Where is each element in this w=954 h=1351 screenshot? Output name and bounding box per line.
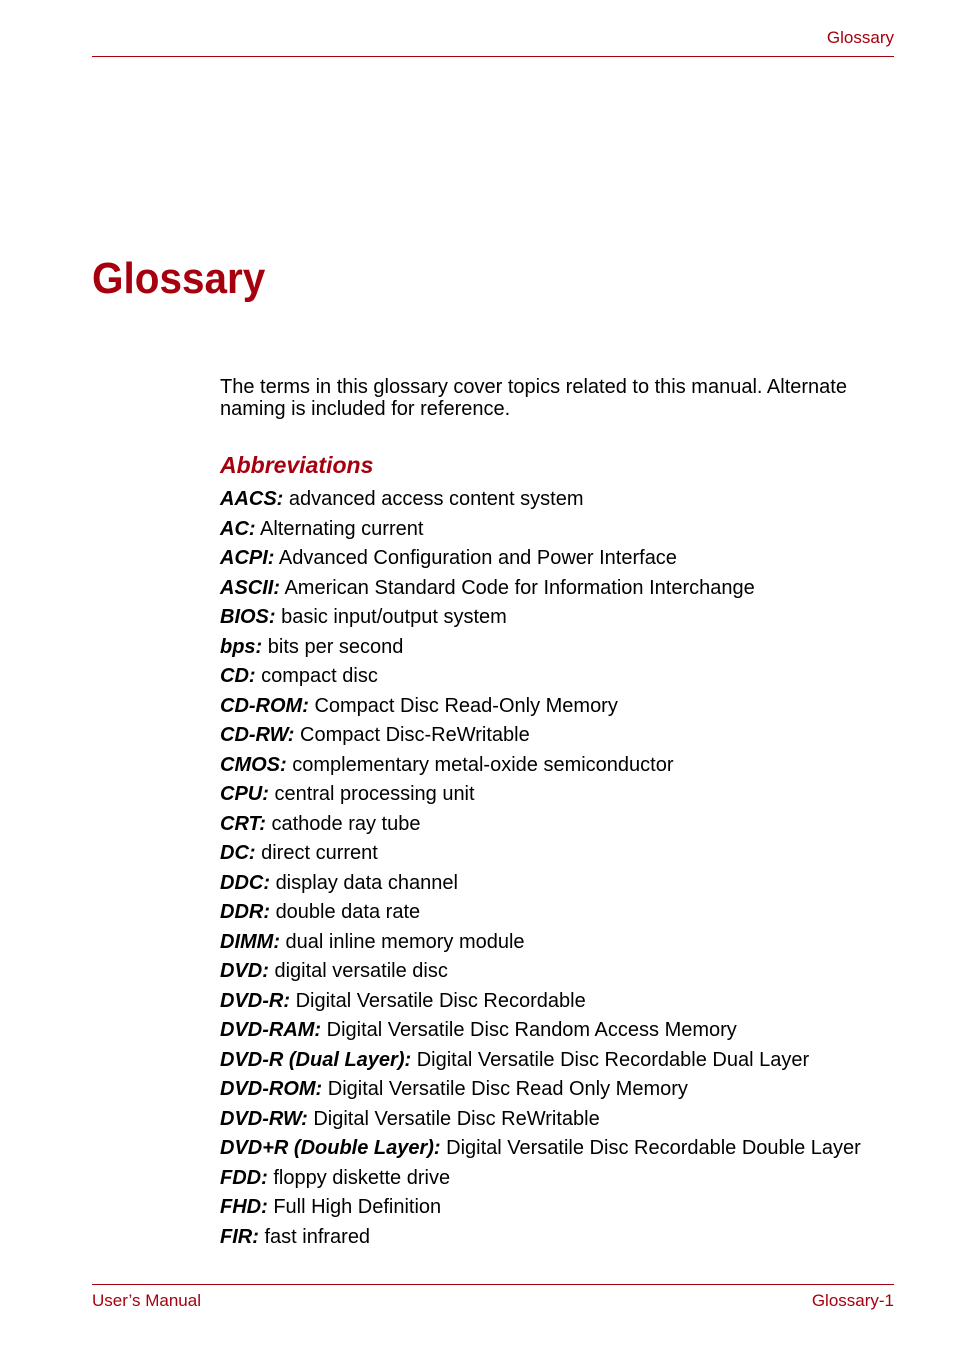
abbreviation-definition: dual inline memory module xyxy=(285,930,525,953)
header-rule xyxy=(92,56,894,57)
abbreviation-term: CMOS: xyxy=(220,753,287,776)
abbreviation-entry xyxy=(220,1134,920,1164)
abbreviation-definition: digital versatile disc xyxy=(274,960,448,982)
abbreviation-definition: complementary metal-oxide semiconductor xyxy=(292,753,674,776)
abbreviation-entry xyxy=(220,1164,920,1194)
abbreviation-entry xyxy=(220,662,920,692)
abbreviation-entry xyxy=(220,485,920,515)
abbreviation-entry xyxy=(220,1105,920,1135)
abbreviation-definition: fast infrared xyxy=(264,1225,371,1248)
abbreviation-list xyxy=(220,485,920,1252)
abbreviation-term: DIMM: xyxy=(220,930,280,953)
abbreviation-term: DVD: xyxy=(220,960,269,982)
page-title: Glossary xyxy=(92,254,266,303)
abbreviation-definition: Compact Disc-ReWritable xyxy=(300,724,530,746)
abbreviation-entry xyxy=(220,898,920,928)
abbreviation-term: DDR: xyxy=(220,901,270,923)
abbreviation-definition: Digital Versatile Disc ReWritable xyxy=(313,1107,600,1130)
abbreviation-entry xyxy=(220,928,920,958)
abbreviation-term: CD-RW: xyxy=(220,724,295,746)
abbreviation-entry xyxy=(220,1046,920,1076)
abbreviation-definition: display data channel xyxy=(275,871,458,894)
abbreviation-entry xyxy=(220,957,920,987)
abbreviation-entry xyxy=(220,780,920,810)
abbreviation-term: FHD: xyxy=(220,1196,268,1218)
abbreviation-definition: basic input/output system xyxy=(281,606,507,628)
abbreviation-term: DVD-R (Dual Layer): xyxy=(220,1048,412,1071)
abbreviation-term: CD: xyxy=(220,665,256,687)
abbreviation-term: AC: xyxy=(220,517,256,540)
abbreviation-entry xyxy=(220,692,920,722)
abbreviation-term: ACPI: xyxy=(220,547,275,569)
abbreviation-term: FIR: xyxy=(220,1225,259,1248)
abbreviation-term: DVD-ROM: xyxy=(220,1078,323,1100)
abbreviation-entry xyxy=(220,1075,920,1105)
abbreviation-definition: bits per second xyxy=(267,635,404,658)
abbreviation-term: CRT: xyxy=(220,812,266,835)
abbreviation-definition: Digital Versatile Disc Read Only Memory xyxy=(327,1078,688,1100)
abbreviation-entry xyxy=(220,987,920,1017)
abbreviation-term: DVD-R: xyxy=(220,989,290,1012)
abbreviation-definition: central processing unit xyxy=(274,783,475,805)
abbreviation-definition: Digital Versatile Disc Recordable xyxy=(295,989,586,1012)
abbreviation-term: CPU: xyxy=(220,783,269,805)
abbreviation-entry xyxy=(220,1223,920,1253)
abbreviation-term: ASCII: xyxy=(220,576,280,599)
abbreviation-definition: compact disc xyxy=(261,665,378,687)
abbreviation-entry xyxy=(220,574,920,604)
abbreviation-definition: floppy diskette drive xyxy=(273,1166,451,1189)
abbreviation-definition: Alternating current xyxy=(260,517,424,540)
abbreviation-entry xyxy=(220,751,920,781)
intro-paragraph: The terms in this glossary cover topics related to this manual. Alternate naming is included for reference. xyxy=(220,376,847,420)
abbreviation-term: BIOS: xyxy=(220,606,276,628)
abbreviation-definition: Digital Versatile Disc Recordable Double Layer xyxy=(446,1137,861,1159)
abbreviation-entry xyxy=(220,603,920,633)
running-header: Glossary xyxy=(826,28,894,47)
abbreviation-entry xyxy=(220,544,920,574)
section-heading-abbreviations: Abbreviations xyxy=(220,452,374,478)
abbreviation-definition: advanced access content system xyxy=(288,488,584,510)
footer-rule xyxy=(92,1284,894,1285)
abbreviation-definition: double data rate xyxy=(275,901,421,923)
abbreviation-entry xyxy=(220,839,920,869)
abbreviation-entry xyxy=(220,1016,920,1046)
abbreviation-entry xyxy=(220,810,920,840)
abbreviation-definition: Digital Versatile Disc Recordable Dual Layer xyxy=(416,1048,810,1071)
abbreviation-term: DVD-RAM: xyxy=(220,1019,322,1041)
abbreviation-entry xyxy=(220,869,920,899)
abbreviation-definition: Digital Versatile Disc Random Access Memory xyxy=(326,1019,737,1041)
abbreviation-entry xyxy=(220,1193,920,1223)
abbreviation-definition: Compact Disc Read-Only Memory xyxy=(314,694,618,717)
abbreviation-term: DDC: xyxy=(220,871,270,894)
abbreviation-entry xyxy=(220,633,920,663)
footer-page-number: Glossary-1 xyxy=(811,1291,894,1310)
abbreviation-definition: American Standard Code for Information Interchange xyxy=(284,576,755,599)
abbreviation-term: bps: xyxy=(220,635,263,658)
abbreviation-entry xyxy=(220,721,920,751)
abbreviation-term: DVD+R (Double Layer): xyxy=(220,1137,441,1159)
abbreviation-term: AACS: xyxy=(220,488,284,510)
abbreviation-term: FDD: xyxy=(220,1166,268,1189)
abbreviation-term: DVD-RW: xyxy=(220,1107,308,1130)
footer-manual-title: User’s Manual xyxy=(92,1291,201,1310)
abbreviation-definition: Advanced Configuration and Power Interface xyxy=(278,547,677,569)
abbreviation-entry xyxy=(220,515,920,545)
abbreviation-term: CD-ROM: xyxy=(220,694,309,717)
abbreviation-definition: Full High Definition xyxy=(273,1196,442,1218)
abbreviation-definition: direct current xyxy=(261,842,378,864)
abbreviation-definition: cathode ray tube xyxy=(271,812,421,835)
abbreviation-term: DC: xyxy=(220,842,256,864)
